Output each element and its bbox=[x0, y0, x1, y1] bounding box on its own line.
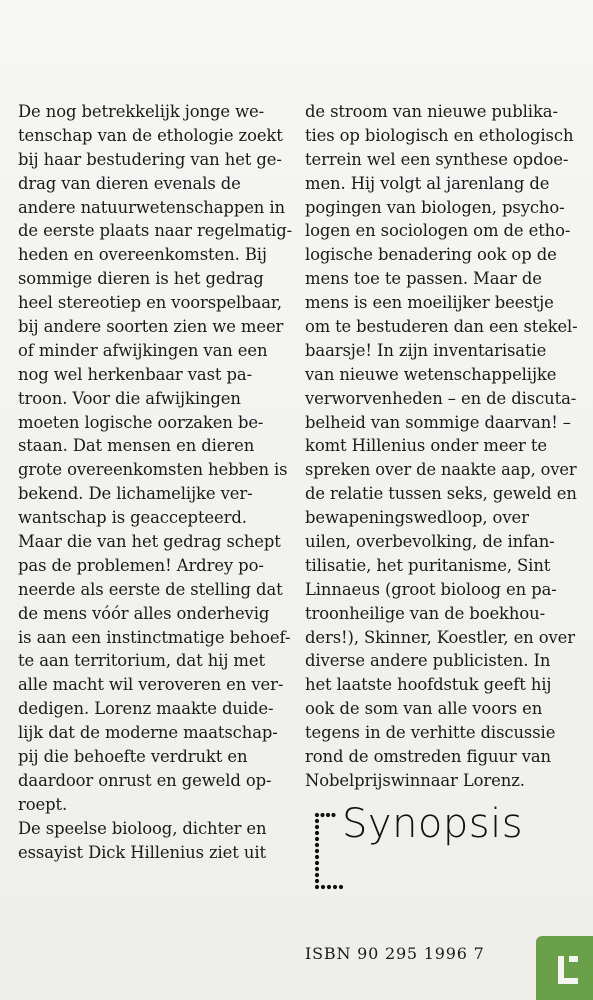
blurb-left-line: De speelse bioloog, dichter en bbox=[18, 818, 267, 838]
blurb-right-line: spreken over de naakte aap, over bbox=[305, 460, 577, 480]
blurb-left-line: De nog betrekkelijk jonge we- bbox=[18, 102, 265, 121]
blurb-left-line: wantschap is geaccepteerd. bbox=[18, 508, 247, 528]
blurb-right-line: ders!), Skinner, Koestler, en over bbox=[305, 627, 576, 647]
blurb-right-line: terrein wel een synthese opdoe- bbox=[305, 149, 569, 169]
blurb-right-line: belheid van sommige daarvan! – bbox=[305, 412, 571, 432]
blurb-left-line: tenschap van de ethologie zoekt bbox=[18, 125, 283, 145]
blurb-left-line: drag van dieren evenals de bbox=[18, 173, 241, 193]
blurb-right-line: ook de som van alle voors en bbox=[305, 699, 543, 719]
blurb-right-line: mens is een moeilijker beestje bbox=[305, 293, 554, 313]
blurb-left-line: nog wel herkenbaar vast pa- bbox=[18, 364, 253, 384]
blurb-left-line: pas de problemen! Ardrey po- bbox=[18, 555, 264, 575]
blurb-left-line: dedigen. Lorenz maakte duide- bbox=[18, 699, 274, 719]
blurb-right-line: de relatie tussen seks, geweld en bbox=[305, 484, 577, 504]
blurb-right-line: men. Hij volgt al jarenlang de bbox=[305, 173, 550, 193]
blurb-left-line: daardoor onrust en geweld op- bbox=[18, 770, 272, 790]
blurb-right-line: uilen, overbevolking, de infan- bbox=[305, 532, 555, 552]
blurb-left-line: neerde als eerste de stelling dat bbox=[18, 579, 283, 599]
blurb-left-line: alle macht wil veroveren en ver- bbox=[18, 675, 284, 695]
blurb-left-line: te aan territorium, dat hij met bbox=[18, 651, 265, 671]
blurb-left-line: bekend. De lichamelijke ver- bbox=[18, 484, 253, 504]
blurb-right-line: van nieuwe wetenschappelijke bbox=[305, 364, 557, 384]
blurb-right-line: Linnaeus (groot bioloog en pa- bbox=[305, 579, 557, 599]
blurb-left-line: lijk dat de moderne maatschap- bbox=[18, 723, 278, 743]
blurb-right-line: het laatste hoofdstuk geeft hij bbox=[305, 675, 552, 695]
blurb-right-line: logische benadering ook op de bbox=[305, 245, 557, 265]
publisher-logo bbox=[310, 800, 530, 905]
blurb-right-line: Nobelprijswinnaar Lorenz. bbox=[305, 770, 525, 790]
blurb-left-line: staan. Dat mensen en dieren bbox=[18, 436, 255, 456]
blurb-right-column bbox=[305, 100, 577, 793]
blurb-right-line: troonheilige van de boekhou- bbox=[305, 603, 546, 623]
blurb-right-line: rond de omstreden figuur van bbox=[305, 747, 552, 767]
blurb-right-line: bewapeningswedloop, over bbox=[305, 508, 529, 528]
blurb-left-line: roept. bbox=[18, 794, 68, 814]
blurb-left-line: bij haar bestudering van het ge- bbox=[18, 149, 282, 169]
blurb-left-line: moeten logische oorzaken be- bbox=[18, 412, 264, 432]
blurb-right-line: diverse andere publicisten. In bbox=[305, 651, 551, 671]
blurb-left-column bbox=[18, 100, 296, 865]
blurb-right-line: komt Hillenius onder meer te bbox=[305, 436, 547, 456]
blurb-left-line: of minder afwijkingen van een bbox=[18, 340, 268, 360]
blurb-left-line: de mens vóór alles onderhevig bbox=[18, 603, 270, 623]
publisher-name: Synopsis bbox=[342, 801, 524, 847]
blurb-left-line: troon. Voor die afwijkingen bbox=[18, 388, 241, 408]
blurb-left-line: Maar die van het gedrag schept bbox=[18, 532, 281, 552]
blurb-left-line: essayist Dick Hillenius ziet uit bbox=[18, 842, 266, 862]
blurb-right-line: om te bestuderen dan een stekel- bbox=[305, 317, 578, 337]
isbn-number: ISBN 90 295 1996 7 bbox=[305, 944, 485, 963]
blurb-right-line: logen en sociologen om de etho- bbox=[305, 221, 571, 241]
blurb-left-line: de eerste plaats naar regelmatig- bbox=[18, 221, 293, 241]
seller-sticker bbox=[536, 936, 593, 1000]
blurb-right-line: baarsje! In zijn inventarisatie bbox=[305, 340, 547, 360]
blurb-left-line: bij andere soorten zien we meer bbox=[18, 317, 284, 337]
blurb-left-line: andere natuurwetenschappen in bbox=[18, 197, 285, 217]
blurb-right-line: ties op biologisch en ethologisch bbox=[305, 125, 574, 145]
blurb-left-line: sommige dieren is het gedrag bbox=[18, 269, 264, 289]
seller-logo-icon bbox=[554, 950, 582, 988]
blurb-left-line: heden en overeenkomsten. Bij bbox=[18, 245, 267, 265]
blurb-left-line: is aan een instinctmatige behoef- bbox=[18, 627, 291, 647]
blurb-left-line: grote overeenkomsten hebben is bbox=[18, 460, 288, 480]
blurb-right-line: mens toe te passen. Maar de bbox=[305, 269, 542, 289]
blurb-left-line: heel stereotiep en voorspelbaar, bbox=[18, 293, 282, 313]
blurb-left-line: pij die behoefte verdrukt en bbox=[18, 747, 248, 767]
blurb-right-line: verworvenheden – en de discuta- bbox=[305, 388, 577, 408]
blurb-right-line: tilisatie, het puritanisme, Sint bbox=[305, 555, 551, 575]
blurb-right-line: pogingen van biologen, psycho- bbox=[305, 197, 565, 217]
blurb-right-line: de stroom van nieuwe publika- bbox=[305, 102, 558, 121]
blurb-right-line: tegens in de verhitte discussie bbox=[305, 723, 556, 743]
